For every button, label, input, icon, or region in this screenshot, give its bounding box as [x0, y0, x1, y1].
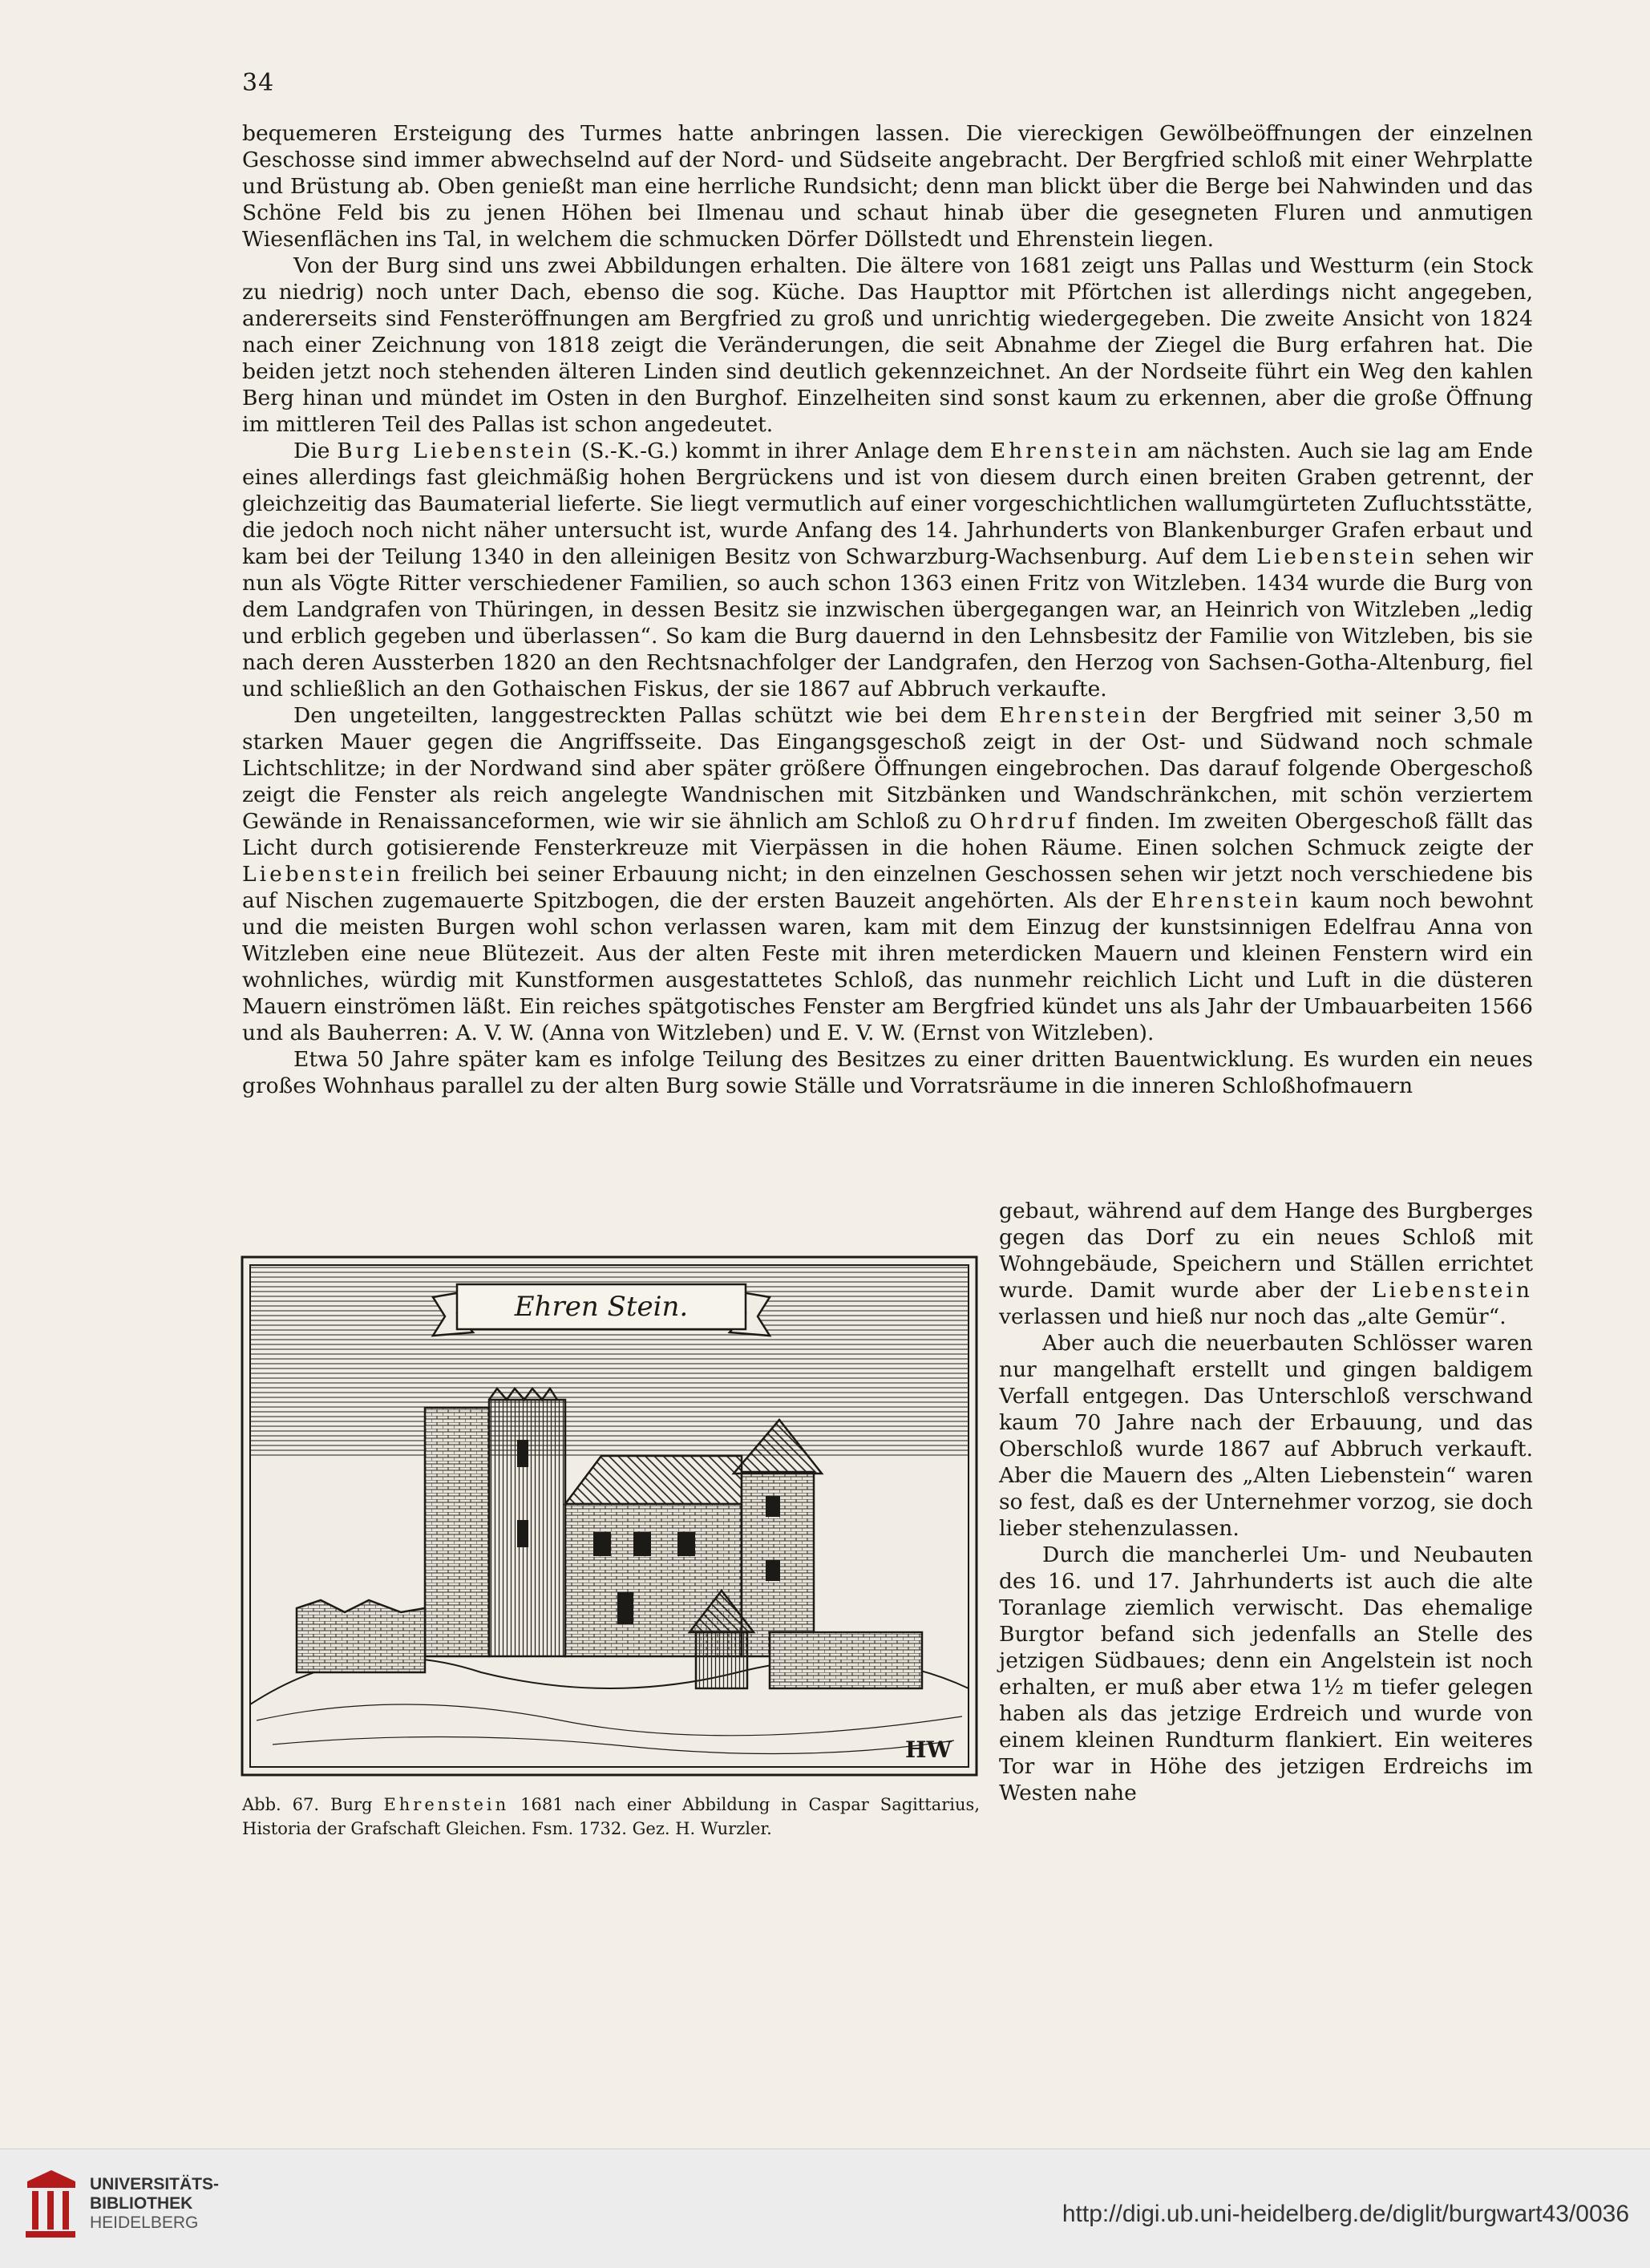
- text-run: kaum noch bewohnt und die meisten Burgen wohl schon verlassen waren, kam mit dem Einzug der kunstsinnigen Edelfrau Anna von Witzleben eine neue Blütezeit. Aus der alten Feste mit ihren meterdicken Mauern und kleinen Fenstern wird ein wohnliches, würdig mit Kunstformen ausgestattetes Schloß, das nunmehr reichlich Licht und Luft in die düsteren Mauern einströmen läßt. Ein reiches spätgotisches Fenster am Bergfried kündet uns als Jahr der Umbauarbeiten 1566 und als Bauherren: A. V. W. (Anna von Witzleben) und E. V. W. (Ernst von Witzleben).: [242, 888, 1533, 1045]
- text-run: verlassen und hieß nur noch das „alte Gemür“.: [999, 1304, 1506, 1329]
- text-run: tiefer gelegen haben als das jetzige Erdreich und wurde von einem kleinen Rundturm flankiert. Ein weiteres Tor war in Höhe des jetzigen Erdreichs im Westen nahe: [999, 1675, 1533, 1805]
- figure-caption: [242, 1793, 980, 1841]
- library-name-line: BIBLIOTHEK: [90, 2194, 193, 2213]
- paragraph: Von der Burg sind uns zwei Abbildungen erhalten. Die ältere von 1681 zeigt uns Pallas und Westturm (ein Stock zu niedrig) noch unter Dach, ebenso die sog. Küche. Das Haupttor mit Pförtchen ist allerdings nicht angegeben, andererseits sind Fensteröffnungen am Bergfried zu groß und unrichtig wiedergegeben. Die zweite Ansicht von 1824 nach einer Zeichnung von 1818 zeigt die Veränderungen, die seit Abnahme der Ziegel die Burg erfahren hat. Die beiden jetzt noch stehenden älteren Linden sind deutlich gekennzeichnet. An der Nordseite führt ein Weg den kahlen Berg hinan und mündet im Osten in den Burghof. Einzelheiten sind sonst kaum zu erkennen, aber die große Öffnung im mittleren Teil des Pallas ist schon angedeutet.: [242, 253, 1533, 437]
- right-column-text: [999, 1198, 1533, 1806]
- source-url[interactable]: http://digi.ub.uni-heidelberg.de/diglit/burgwart43/0036: [1062, 2201, 1629, 2227]
- library-name-line: UNIVERSITÄTS-: [90, 2175, 220, 2193]
- text-run: 1681 nach einer Abbildung in Caspar Sagittarius, Historia der Grafschaft Gleichen. Fsm. 1732. Gez. H. Wurzler.: [242, 1795, 980, 1838]
- text-run: freilich bei seiner Erbauung nicht; in den einzelnen Geschossen sehen wir jetzt noch verschiedene bis auf Nischen zugemauerte Spitzbogen, die der ersten Bauzeit angehörten. Als der: [242, 862, 1533, 913]
- banner-text: Ehren Stein.: [514, 1291, 689, 1323]
- unit: m: [1344, 1675, 1373, 1700]
- paragraph-pallas: [242, 702, 1533, 1046]
- fraction: 1½: [1309, 1675, 1345, 1700]
- paragraph-aber: Aber auch die neuerbauten Schlösser waren nur mangelhaft erstellt und gingen baldigem Verfall entgegen. Das Unterschloß verschwand kaum 70 Jahre nach der Erbauung, und das Oberschloß wurde 1867 auf Abbruch verkauft. Aber die Mauern des „Alten Liebenstein“ waren so fest, daß es der Unternehmer vorzog, sie doch lieber stehenzulassen.: [999, 1331, 1533, 1541]
- spaced-name: Burg Liebenstein: [337, 439, 575, 463]
- paragraph-etwa-continued: [999, 1198, 1533, 1330]
- text-run: gebaut, während auf dem Hange des Burgberges gegen das Dorf zu ein neues Schloß mit Wohngebäude, Speichern und Ställen errichtet wurde. Damit wurde aber der: [999, 1199, 1533, 1303]
- spaced-name: Ehrenstein: [383, 1795, 510, 1814]
- artist-monogram: HW: [905, 1736, 952, 1763]
- text-run: Den ungeteilten, langgestreckten Pallas schützt wie bei dem: [293, 703, 1000, 728]
- banner-scroll: [433, 1284, 770, 1336]
- paragraph-etwa: Etwa 50 Jahre später kam es infolge Teilung des Besitzes zu einer dritten Bauentwicklung. Es wurden ein neues großes Wohnhaus parallel zu der alten Burg sowie Ställe und Vorratsräume in die inneren Schloßhofmauern: [242, 1047, 1533, 1098]
- paragraph-liebenstein: [242, 438, 1533, 702]
- page-number: 34: [242, 69, 275, 97]
- library-logo-icon: [19, 2167, 82, 2244]
- text-run: Abb. 67. Burg: [242, 1795, 384, 1814]
- text-run: finden. Im zweiten Obergeschoß fällt das Licht durch gotisierende Fensterkreuze mit Vierpässen in die hohen Räume. Einen solchen Schmuck zeigte der: [242, 809, 1533, 860]
- spaced-name: Liebenstein: [1256, 544, 1418, 569]
- spaced-name: Liebenstein: [242, 862, 403, 887]
- figure-ehrenstein: [241, 1255, 978, 1777]
- spaced-name: Ehrenstein: [989, 439, 1141, 463]
- library-name: [90, 2175, 219, 2233]
- text-run: Die: [293, 439, 338, 463]
- spaced-name: Liebenstein: [1372, 1278, 1533, 1303]
- text-run: (S.-K.-G.) kommt in ihrer Anlage dem: [574, 439, 990, 463]
- text-run: sehen wir nun als Vögte Ritter verschiedener Familien, so auch schon 1363 einen Fritz von Witzleben. 1434 wurde die Burg von dem Landgrafen von Thüringen, in dessen Besitz sie inzwischen übergegangen war, an Heinrich von Witzleben „ledig und erblich gegeben und überlassen“. So kam die Burg dauernd in den Lehnsbesitz der Familie von Witzleben, bis sie nach deren Aussterben 1820 an den Rechtsnachfolger der Landgrafen, den Herzog von Sachsen-Gotha-Altenburg, fiel und schließlich an den Gothaischen Fiskus, der sie 1867 auf Abbruch verkaufte.: [242, 544, 1533, 701]
- text-run: Durch die mancherlei Um- und Neubauten des 16. und 17. Jahrhunderts ist auch die alte Toranlage ziemlich verwischt. Das ehemalige Burgtor befand sich jedenfalls an Stelle des jetzigen Südbaues; denn ein Angelstein ist noch erhalten, er muß aber etwa: [999, 1542, 1533, 1700]
- text-run: der Bergfried mit seiner 3,50 m starken Mauer gegen die Angriffsseite. Das Eingangsgeschoß zeigt in der Ost- und Südwand noch schmale Lichtschlitze; in der Nordwand sind aber später größere Öffnungen eingebrochen. Das darauf folgende Obergeschoß zeigt die Fenster als reich angelegte Wandnischen mit Sitzbänken und Wandschränkchen, mit schön verziertem Gewände in Renaissanceformen, wie wir sie ähnlich am Schloß zu: [242, 703, 1533, 834]
- spaced-name: Ehrenstein: [1151, 888, 1302, 913]
- digitization-footer: [0, 2149, 1650, 2268]
- caption-text: [242, 1793, 980, 1841]
- spaced-name: Ohrdruf: [969, 809, 1079, 834]
- paragraph-durch: [999, 1542, 1533, 1806]
- paragraph: bequemeren Ersteigung des Turmes hatte anbringen lassen. Die viereckigen Gewölbeöffnungen der einzelnen Geschosse sind immer abwechselnd auf der Nord- und Südseite angebracht. Der Bergfried schloß mit einer Wehrplatte und Brüstung ab. Oben genießt man eine herrliche Rundsicht; denn man blickt über die Berge bei Nahwinden und das Schöne Feld bis zu jenen Höhen bei Ilmenau und schaut hinab über die gesegneten Fluren und anmutigen Wiesenflächen ins Tal, in welchem die schmucken Dörfer Döllstedt und Ehrenstein liegen.: [242, 121, 1533, 252]
- full-width-text: [242, 120, 1533, 1099]
- spaced-name: Ehrenstein: [999, 703, 1150, 728]
- text-run: am nächsten. Auch sie lag am Ende eines allerdings fast gleichmäßig hohen Bergrückens und ist von diesem durch einen breiten Graben getrennt, der gleichzeitig das Baumaterial lieferte. Sie liegt vermutlich auf einer vorgeschichtlichen wallumgürteten Zufluchtsstätte, die jedoch noch nicht näher untersucht ist, wurde Anfang des 14. Jahrhunderts von Blankenburger Grafen erbaut und kam bei der Teilung 1340 in den alleinigen Besitz von Schwarzburg-Wachsenburg. Auf dem: [242, 439, 1534, 569]
- castle-engraving: [241, 1255, 978, 1777]
- library-name-line: HEIDELBERG: [90, 2213, 199, 2232]
